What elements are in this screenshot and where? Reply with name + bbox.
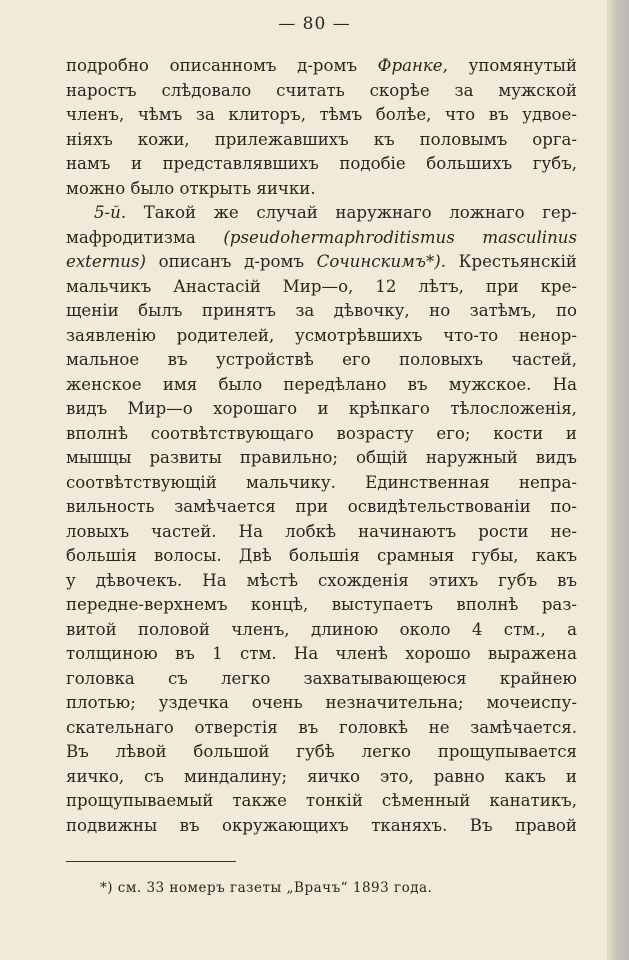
text-line: соотвѣтствующій мальчику. Единственная непра- <box>66 472 577 492</box>
text-line: можно было открыть яички. <box>66 178 316 198</box>
text-line: 5-й. Такой же случай наружнаго ложнаго гер- <box>94 203 577 222</box>
text-line: мафродитизма (pseudohermaphroditismus masculinus <box>66 227 577 247</box>
text-line: передне-верхнемъ концѣ, выступаетъ вполнѣ раз- <box>66 595 577 614</box>
text-line: наростъ слѣдовало считать скорѣе за мужской <box>66 80 577 100</box>
body-text <box>66 54 577 838</box>
text-line: у дѣвочекъ. На мѣстѣ схожденія этихъ губъ въ <box>66 570 577 590</box>
text-line: подвижны въ окружающихъ тканяхъ. Въ правой <box>66 815 577 835</box>
text-line: плотью; уздечка очень незначительна; мочеиспу- <box>66 693 577 712</box>
text-line: подробно описанномъ д-ромъ Франке, упомянутый <box>66 56 577 75</box>
footnote: *) см. 33 номеръ газеты „Врачъ“ 1893 года. <box>100 880 433 896</box>
text-line: членъ, чѣмъ за клиторъ, тѣмъ болѣе, что въ удвое- <box>66 105 577 124</box>
text-line: вполнѣ соотвѣтствующаго возрасту его; кости и <box>66 423 577 443</box>
text-line: видъ Мир—о хорошаго и крѣпкаго тѣлосложенія, <box>66 399 577 418</box>
text-line: вильность замѣчается при освидѣтельствованіи по- <box>66 497 577 516</box>
footnote-divider <box>66 861 236 862</box>
text-line: ловыхъ частей. На лобкѣ начинаютъ рости не- <box>66 521 577 541</box>
text-line: прощупываемый также тонкій сѣменный канатикъ, <box>66 791 577 810</box>
text-line: Въ лѣвой большой губѣ легко прощупывается <box>66 742 577 761</box>
text-line: заявленію родителей, усмотрѣвшихъ что-то ненор- <box>66 325 577 345</box>
page-number: — 80 — <box>278 14 351 34</box>
text-line: мальчикъ Анастасій Мир—о, 12 лѣтъ, при кре- <box>66 276 577 296</box>
text-line: толщиною въ 1 стм. На членѣ хорошо выражена <box>66 644 577 663</box>
text-line: женское имя было передѣлано въ мужское. На <box>66 374 577 394</box>
text-line: ніяхъ кожи, прилежавшихъ къ половымъ орга- <box>66 129 577 149</box>
text-line: мышцы развиты правильно; общій наружный видъ <box>66 448 577 467</box>
text-line: щеніи былъ принятъ за дѣвочку, но затѣмъ, по <box>66 301 577 320</box>
text-line: externus) описанъ д-ромъ Сочинскимъ*). Крестьянскій <box>66 252 577 271</box>
text-line: яичко, съ миндалину; яичко это, равно какъ и <box>66 766 577 786</box>
text-line: намъ и представлявшихъ подобіе большихъ губъ, <box>66 154 577 173</box>
text-line: головка съ легко захватывающеюся крайнею <box>66 668 577 688</box>
text-line: скательнаго отверстія въ головкѣ не замѣчается. <box>66 717 577 737</box>
page-edge-shadow <box>607 0 629 960</box>
text-line: витой половой членъ, длиною около 4 стм., а <box>66 619 577 639</box>
text-line: большія волосы. Двѣ большія срамныя губы, какъ <box>66 546 577 565</box>
text-line: мальное въ устройствѣ его половыхъ частей, <box>66 350 577 369</box>
